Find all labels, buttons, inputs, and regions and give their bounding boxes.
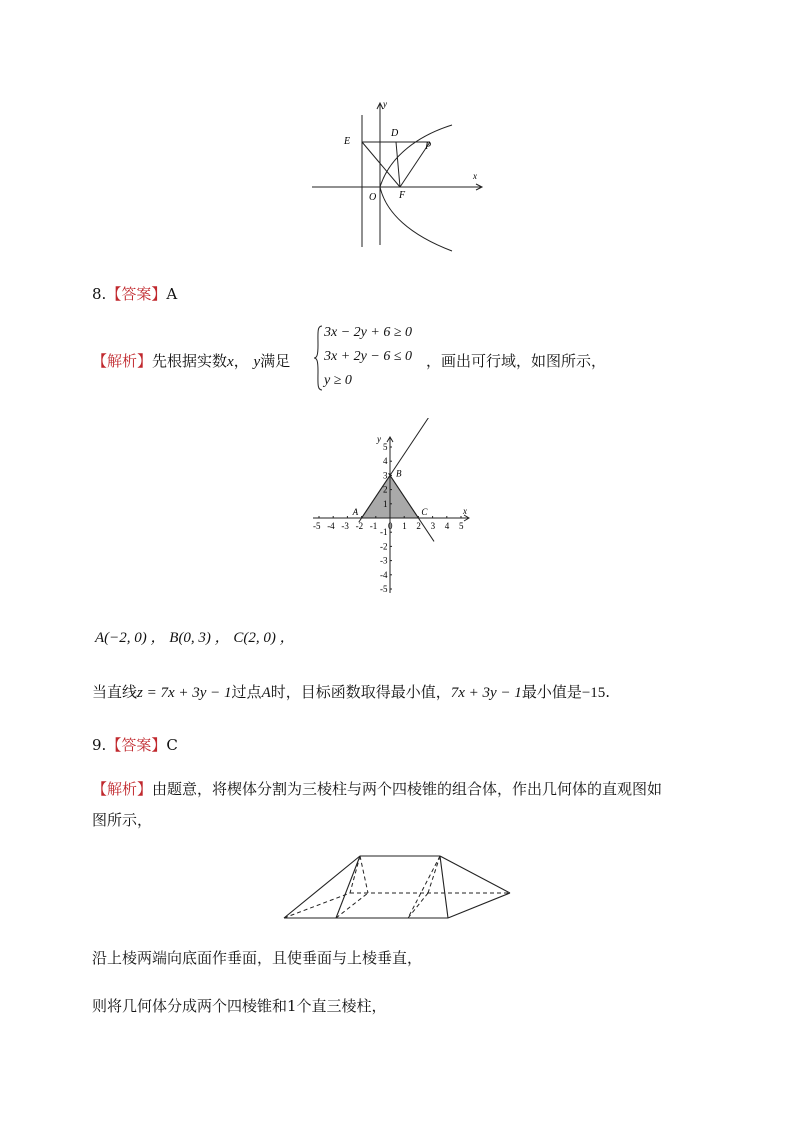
q8-conclusion-expr: z = 7x + 3y − 1 — [137, 685, 232, 701]
x-tick-label: -3 — [341, 521, 349, 531]
q9-answer-tag: 【答案】 — [106, 736, 167, 754]
x-tick-label: 3 — [430, 521, 436, 531]
q8-answer-line — [92, 283, 177, 304]
label-F: F — [399, 190, 406, 201]
x-tick-label: -2 — [355, 521, 364, 531]
x-tick-label: 5 — [459, 521, 464, 531]
q8-sep: ， — [233, 352, 249, 370]
parabola-curve — [380, 125, 452, 251]
x-tick-label: 2 — [416, 521, 421, 531]
y-tick-label: -3 — [380, 555, 388, 566]
x-tick-label: -4 — [327, 521, 335, 531]
q8-analysis-line — [92, 350, 290, 371]
q8-var-y: y — [253, 354, 261, 370]
q8-satisfy: 满足 — [260, 352, 291, 370]
x-tick-label: -1 — [369, 521, 378, 531]
q8-points: A(−2, 0) ， B(0, 3) ， C(2, 0) ， — [95, 630, 295, 646]
y-tick-label: 4 — [383, 456, 388, 467]
y-tick-label: -1 — [380, 527, 388, 538]
q9-analysis-text: 由题意，将楔体分割为三棱柱与两个四棱锥的组合体，作出几何体的直观图如 — [152, 780, 663, 798]
point-label: C — [421, 507, 428, 517]
constraint-2: 3x + 2y − 6 ≤ 0 — [324, 349, 413, 364]
q8-conclusion-d: 最小值是 — [521, 683, 582, 701]
label-O: O — [369, 192, 377, 203]
y-tick-label: 1 — [383, 498, 388, 509]
y-tick-label: 5 — [383, 442, 388, 452]
y-tick-label: -4 — [380, 569, 388, 580]
q8-conclusion-val: −15 — [581, 685, 606, 701]
label-E: E — [344, 136, 351, 147]
q9-answer: C — [166, 736, 178, 754]
feasible-region-chart — [306, 418, 482, 594]
q9-line4: 则将几何体分成两个四棱锥和1个直三棱柱， — [92, 997, 387, 1015]
point-label: A — [352, 507, 359, 517]
y-axis-label: y — [377, 434, 381, 444]
constraint-1: 3x − 2y + 6 ≥ 0 — [324, 325, 413, 340]
y-tick-label: 2 — [383, 484, 388, 495]
x-axis-label: x — [463, 506, 467, 516]
label-D: D — [391, 128, 399, 139]
q9-analysis-tag: 【解析】 — [92, 780, 153, 798]
q9-analysis-line2: 图所示， — [92, 811, 153, 829]
q8-var-x: x — [227, 354, 234, 370]
x-tick-label: -5 — [313, 521, 321, 531]
q8-conclusion-b: 过点 — [231, 683, 262, 701]
q8-conclusion-pt: A — [261, 685, 271, 701]
q8-conclusion-c: 时，目标函数取得最小值， — [270, 683, 451, 701]
parabola-figure — [300, 95, 495, 255]
q9-answer-line — [92, 734, 178, 755]
q9-number: 9. — [92, 736, 107, 754]
y-tick-label: -2 — [380, 541, 388, 552]
q8-conclusion-a: 当直线 — [92, 683, 138, 701]
constraint-3: y ≥ 0 — [324, 373, 352, 388]
q9-line3: 沿上棱两端向底面作垂面，且使垂面与上棱垂直， — [92, 949, 423, 967]
system-brace — [313, 325, 323, 391]
x-tick-label: 1 — [402, 521, 407, 531]
q8-number: 8. — [92, 285, 107, 303]
label-P: P — [425, 141, 432, 152]
y-tick-label: -5 — [380, 584, 388, 594]
label-x: x — [473, 171, 477, 181]
q8-conclusion-expr2: 7x + 3y − 1 — [450, 685, 522, 701]
x-tick-label: 4 — [444, 521, 450, 531]
y-tick-label: 3 — [383, 470, 388, 481]
x-tick-label: 0 — [388, 521, 393, 531]
q8-answer-tag: 【答案】 — [106, 285, 167, 303]
q9-analysis-line1 — [92, 778, 662, 799]
q8-conclusion-end: . — [605, 683, 611, 701]
q8-tail: ，画出可行域，如图所示， — [426, 352, 607, 370]
q8-conclusion — [92, 681, 610, 702]
wedge-solid-figure — [280, 852, 515, 924]
q8-analysis-tag: 【解析】 — [92, 352, 153, 370]
q8-answer: A — [166, 285, 178, 303]
q8-lead: 先根据实数 — [152, 352, 228, 370]
point-label: B — [396, 468, 402, 479]
label-y: y — [383, 99, 387, 109]
